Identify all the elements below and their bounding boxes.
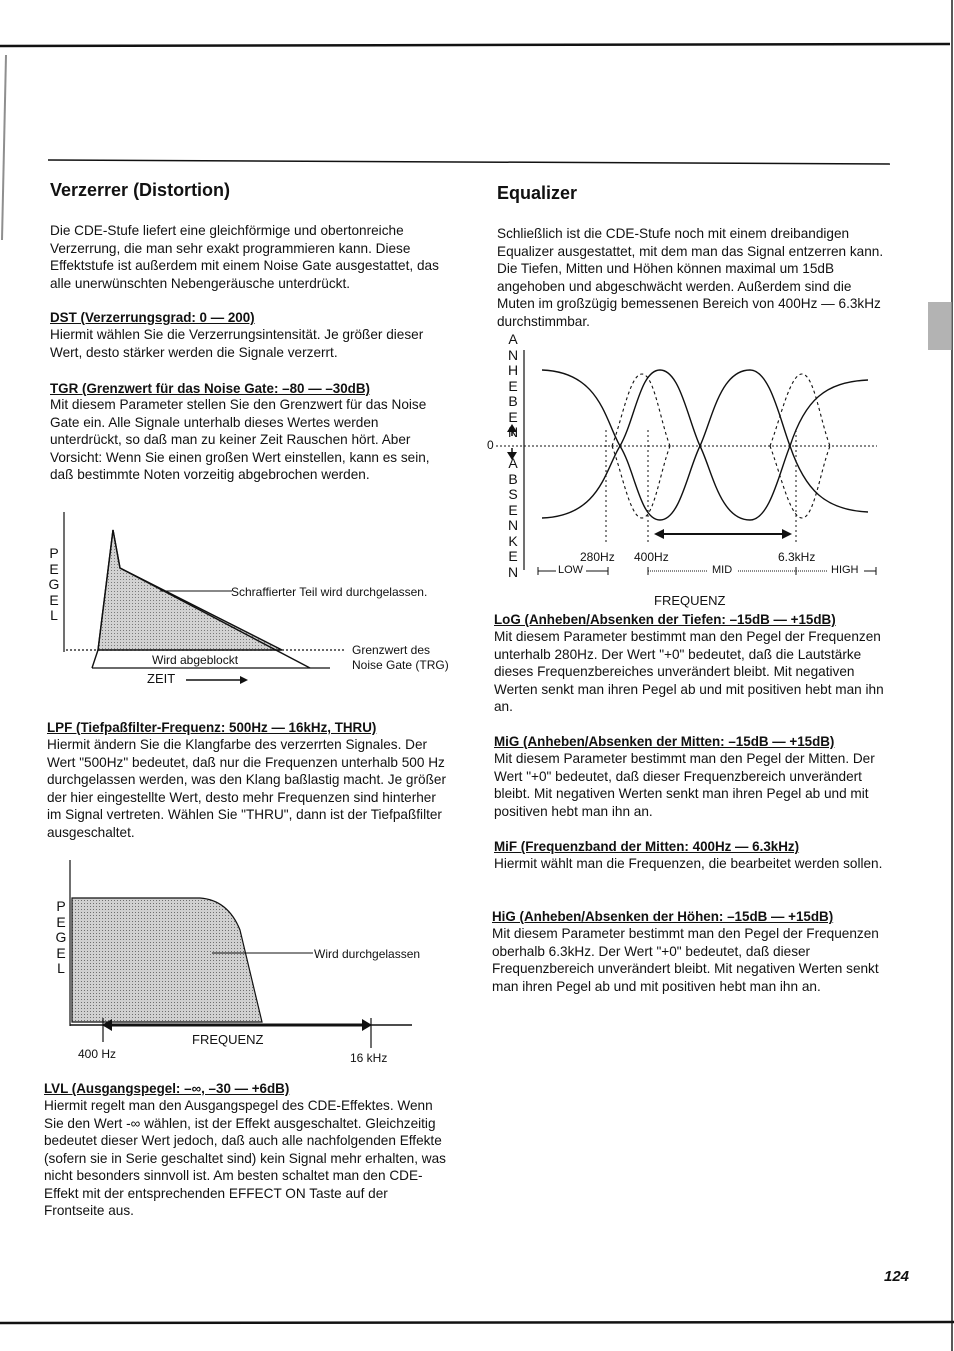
- lvl-text: Hiermit regelt man den Ausgangspegel des CDE-Effektes. Wenn Sie den Wert -∞ wählen, ist der Effekt ausgeschaltet. Gleichzeitig bedeutet dieser Wert jedoch, daß auch alle nachfolgenden Effekte (sofern sie in Serie geschaltet sind) kein Signal mehr erhalten, was nicht besonders sinnvoll ist. Am besten schaltet man den CDE-Effekt mit der entsprechenden EFFECT ON Taste auf der Frontseite aus.: [44, 1098, 446, 1218]
- equalizer-title: Equalizer: [497, 183, 578, 203]
- mig-heading: MiG (Anheben/Absenken der Mitten: –15dB — +15dB): [494, 734, 835, 749]
- eq-f1-label: 280Hz: [580, 550, 615, 564]
- lpf-text: Hiermit ändern Sie die Klangfarbe des verzerrten Signales. Der Wert "500Hz" bedeutet, daß nur die Frequenzen unterhalb 500 Hz durchgelassen werden, was den Klang baßlastig macht. Je größer der hier eingestellte Wert, desto mehr Frequenzen sind hinterher im Signal vertreten. Wählen Sie "THRU", dann ist der Tiefpaßfilter ausgeschaltet.: [47, 737, 446, 840]
- distortion-title: Verzerrer (Distortion): [50, 180, 231, 200]
- lpf-passed-label: Wird durchgelassen: [314, 947, 421, 961]
- lpf-low-label: 400 Hz: [78, 1047, 117, 1061]
- mig-text: Mit diesem Parameter bestimmt man den Pegel der Mitten. Der Wert "+0" bedeutet, daß dieser Frequenzbereich unverändert bleibt. Mit negativen Werten senkt man ihren Pegel ab und mit positiven hebt man ihn an.: [494, 751, 875, 819]
- gate-y-axis-label: P E G E L: [48, 545, 60, 623]
- lpf-heading: LPF (Tiefpaßfilter-Frequenz: 500Hz — 16kHz, THRU): [47, 720, 377, 735]
- eq-boost-label: A N H E B E N: [507, 331, 519, 440]
- eq-freq-label: FREQUENZ: [654, 593, 726, 608]
- dst-text: Hiermit wählen Sie die Verzerrungsintensität. Je größer dieser Wert, desto stärker werden die Signale verzerrt.: [50, 327, 424, 360]
- eq-f3-label: 6.3kHz: [778, 550, 816, 564]
- gate-threshold-label-2: Noise Gate (TRG): [352, 658, 449, 672]
- mif-text: Hiermit wählt man die Frequenzen, die bearbeitet werden sollen.: [494, 856, 883, 871]
- gate-passed-label: Schraffierter Teil wird durchgelassen.: [231, 585, 428, 599]
- eq-f2-label: 400Hz: [634, 550, 669, 564]
- eq-low-label: LOW: [558, 564, 584, 576]
- dst-heading: DST (Verzerrungsgrad: 0 — 200): [50, 310, 255, 325]
- lpf-high-label: 16 kHz: [350, 1051, 388, 1065]
- tgr-heading: TGR (Grenzwert für das Noise Gate: –80 — –30dB): [50, 381, 370, 396]
- hig-heading: HiG (Anheben/Absenken der Höhen: –15dB — +15dB): [492, 909, 834, 924]
- eq-mid-label: MID: [712, 564, 733, 576]
- mif-heading: MiF (Frequenzband der Mitten: 400Hz — 6.3kHz): [494, 839, 800, 854]
- log-heading: LoG (Anheben/Absenken der Tiefen: –15dB — +15dB): [494, 612, 836, 627]
- tgr-text: Mit diesem Parameter stellen Sie den Grenzwert für das Noise Gate ein. Alle Signale unterhalb dieses Wertes werden unterdrückt, so daß man zu keiner Zeit Rauschen hört. Aber Vorsicht: Wenn Sie einen großen Wert einstellen, kann es sein, daß bestimmte Noten vorzeitig abgebrochen werden.: [50, 397, 430, 482]
- gate-threshold-label-1: Grenzwert des: [352, 643, 431, 657]
- eq-high-label: HIGH: [831, 564, 859, 576]
- distortion-intro: Die CDE-Stufe liefert eine gleichförmige und obertonreiche Verzerrung, die man sehr exakt programmieren kann. Diese Effektstufe ist außerdem mit einem Noise Gate ausgestattet, das alle unerwünschten Nebengeräusche unterdrückt.: [50, 223, 439, 291]
- page-number: 124: [884, 1268, 910, 1285]
- gate-time-label: ZEIT: [147, 671, 176, 686]
- log-text: Mit diesem Parameter bestimmt man den Pegel der Frequenzen unterhalb 280Hz. Der Wert "+0" bedeutet, daß die Lautstärke dieses Frequenzbereiches unverändert bleibt. Mit negativen Werten senkt man ihren Pegel ab und mit positiven hebt man ihn an.: [494, 629, 884, 714]
- equalizer-intro: Schließlich ist die CDE-Stufe noch mit einem dreibandigen Equalizer ausgestattet, mit dem man das Signal entzerren kann. Die Tiefen, Mitten und Höhen können maximal um 15dB angehoben und abgeschwächt werden. Außerdem sind die Muten im großzügig bemessenen Bereich von 400Hz — 6.3kHz durchstimmbar.: [497, 226, 884, 329]
- lvl-heading: LVL (Ausgangspegel: –∞, –30 — +6dB): [44, 1081, 290, 1096]
- gate-blocked-label: Wird abgeblockt: [152, 653, 239, 667]
- hig-text: Mit diesem Parameter bestimmt man den Pegel der Frequenzen oberhalb 6.3kHz. Der Wert "+0" bedeutet, daß dieser Frequenzbereich unverändert bleibt. Mit negativen Werten senkt man ihren Pegel ab und mit positiven hebt man ihn an.: [492, 926, 879, 994]
- lpf-freq-label: FREQUENZ: [192, 1032, 264, 1047]
- lpf-y-axis-label: P E G E L: [55, 898, 67, 976]
- eq-zero-label: 0: [487, 438, 494, 452]
- eq-cut-label: A B S E N K E N: [507, 455, 519, 580]
